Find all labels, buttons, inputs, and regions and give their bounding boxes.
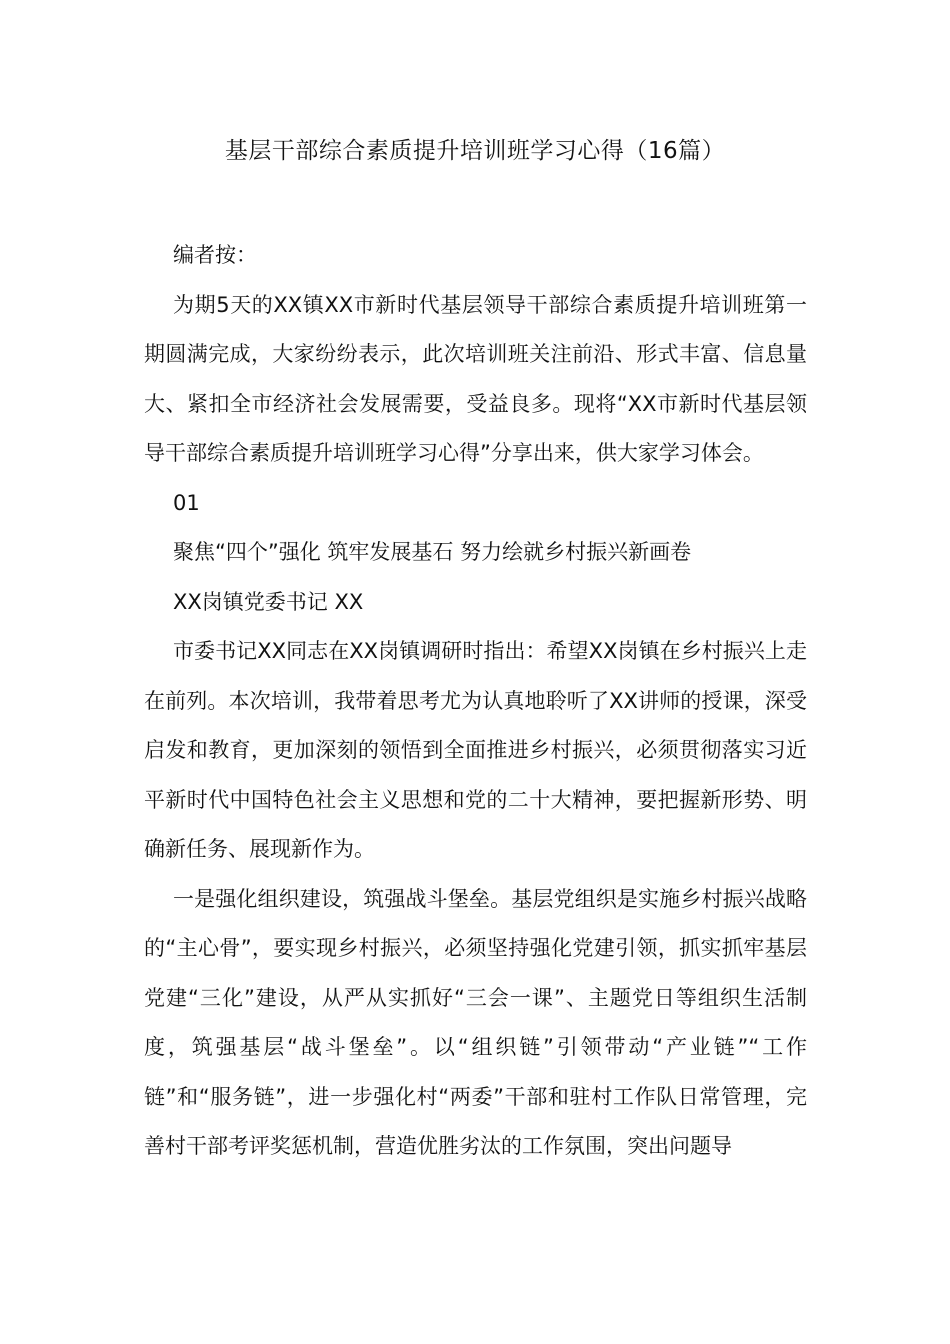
section-number: 01	[173, 490, 200, 515]
editor-note-label: 编者按：	[173, 243, 257, 267]
body-paragraph: 一是强化组织建设，筑强战斗堡垒。基层党组织是实施乡村振兴战略的“主心骨”，要实现乡村振兴，必须坚持强化党建引领，抓实抓牢基层党建“三化”建设，从严从实抓好“三会一课”、主题党日等组织生活制度，筑强基层“战斗堡垒”。以“组织链”引领带动“产业链”“工作链”和“服务链”，进一步强化村“两委”干部和驻村工作队日常管理，完善村干部考评奖惩机制，营造优胜劣汰的工作氛围，突出问题导	[144, 886, 807, 1158]
document-body	[144, 231, 807, 1172]
section-heading: 聚焦“四个”强化 筑牢发展基石 努力绘就乡村振兴新画卷	[173, 540, 692, 564]
document-title: 基层干部综合素质提升培训班学习心得（16篇）	[224, 138, 726, 164]
body-paragraph: 市委书记XX同志在XX岗镇调研时指出：希望XX岗镇在乡村振兴上走在前列。本次培训，我带着思考尤为认真地聆听了XX讲师的授课，深受启发和教育，更加深刻的领悟到全面推进乡村振兴，必须贯彻落实习近平新时代中国特色社会主义思想和党的二十大精神，要把握新形势、明确新任务、展现新作为。	[144, 639, 807, 861]
section-author: XX岗镇党委书记 XX	[173, 589, 364, 614]
intro-paragraph: 为期5天的XX镇XX市新时代基层领导干部综合素质提升培训班第一期圆满完成，大家纷纷表示，此次培训班关注前沿、形式丰富、信息量大、紧扣全市经济社会发展需要，受益良多。现将“XX市新时代基层领导干部综合素质提升培训班学习心得”分享出来，供大家学习体会。	[144, 292, 807, 465]
